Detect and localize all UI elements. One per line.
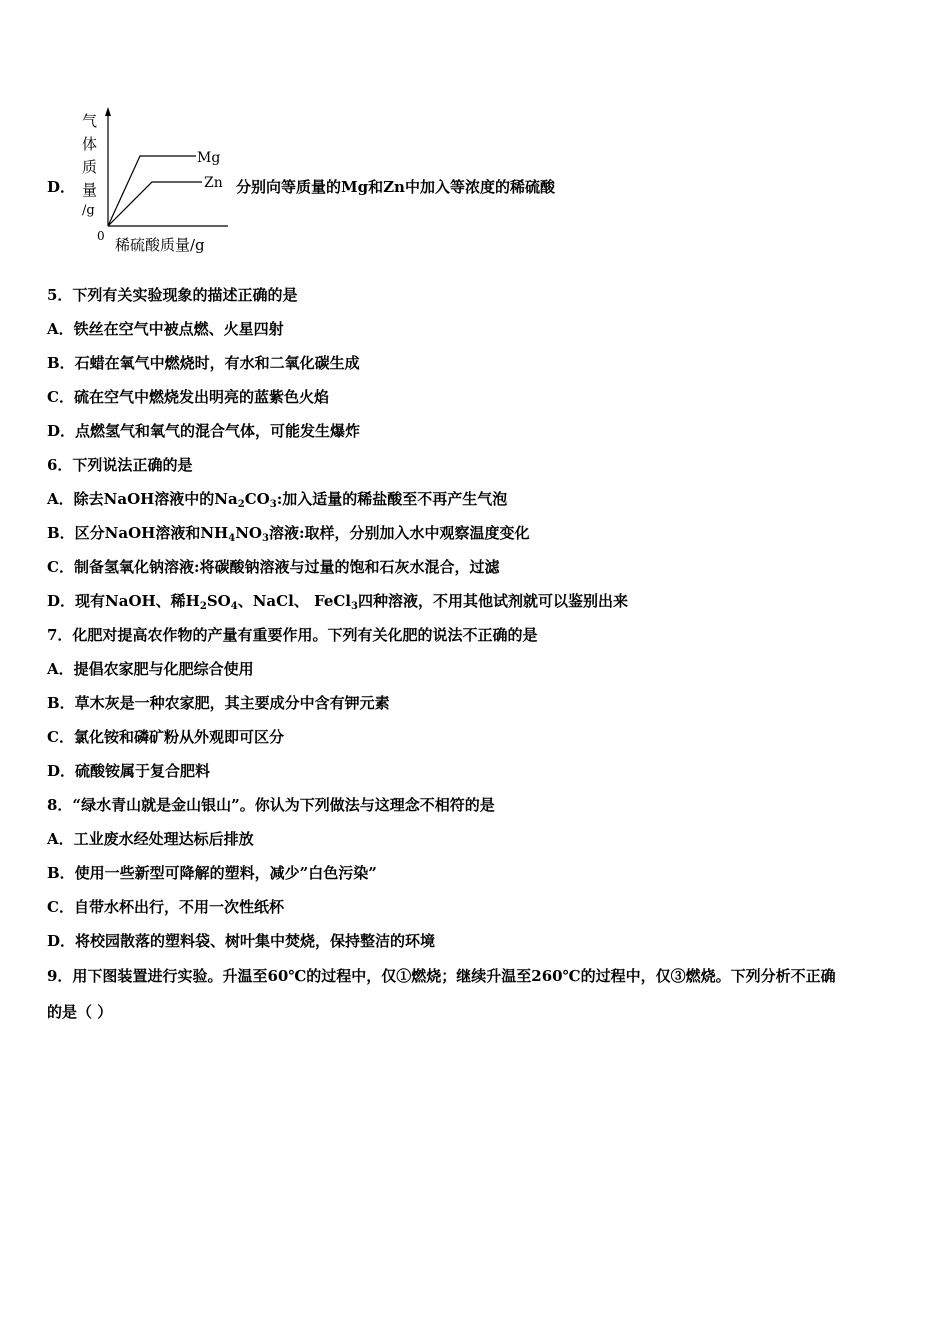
q6-option-b: B．区分NaOH溶液和$NH_4NO_3$溶液:取样，分别加入水中观察温度变化 [47, 524, 530, 544]
zn-curve [108, 182, 202, 226]
q5-option-d: D．点燃氢气和氧气的混合气体，可能发生爆炸 [47, 422, 361, 440]
q6-stem: 6．下列说法正确的是 [47, 456, 193, 474]
zn-label: Zn [204, 175, 223, 191]
origin-label: 0 [97, 229, 105, 243]
y-label-char: 气 [82, 112, 98, 130]
q6-option-d: D．现有NaOH、稀$H_2SO_4$、NaCl、 FeCl$_3$四种溶液，不用其他试剂就可以鉴别出来 [47, 592, 628, 612]
q5-option-a: A．铁丝在空气中被点燃、火星四射 [47, 320, 284, 338]
y-label-char: 质 [82, 158, 98, 176]
q6-option-a: A．除去NaOH溶液中的$Na_2CO_3$:加入适量的稀盐酸至不再产生气泡 [47, 490, 508, 510]
y-label-char: /g [82, 203, 95, 218]
q7-option-c: C．氯化铵和磷矿粉从外观即可区分 [47, 728, 284, 746]
mg-label: Mg [197, 150, 221, 166]
q5-option-b: B．石蜡在氧气中燃烧时，有水和二氧化碳生成 [47, 354, 360, 372]
option-d-description: 分别向等质量的Mg和Zn中加入等浓度的稀硫酸 [236, 178, 555, 196]
q7-option-b: B．草木灰是一种农家肥，其主要成分中含有钾元素 [47, 694, 390, 712]
y-label-char: 量 [82, 181, 98, 199]
q8-option-d: D．将校园散落的塑料袋、树叶集中焚烧，保持整洁的环境 [47, 932, 436, 950]
gas-mass-graph [78, 104, 238, 260]
q8-option-b: B．使用一些新型可降解的塑料，减少”白色污染” [47, 864, 377, 882]
q8-option-c: C．自带水杯出行，不用一次性纸杯 [47, 898, 284, 916]
q7-stem: 7．化肥对提高农作物的产量有重要作用。下列有关化肥的说法不正确的是 [47, 626, 538, 644]
y-label-char: 体 [82, 135, 98, 153]
q5-stem: 5．下列有关实验现象的描述正确的是 [47, 286, 298, 304]
mg-curve [108, 156, 196, 226]
option-d-label: D． [47, 178, 76, 196]
q9-stem-line2: 的是（ ） [47, 1003, 113, 1021]
q7-option-d: D．硫酸铵属于复合肥料 [47, 762, 211, 780]
q7-option-a: A．提倡农家肥与化肥综合使用 [47, 660, 254, 678]
x-axis-label: 稀硫酸质量/g [115, 236, 205, 254]
q6-option-c: C．制备氢氧化钠溶液:将碳酸钠溶液与过量的饱和石灰水混合，过滤 [47, 558, 500, 576]
q8-stem: 8．“绿水青山就是金山银山”。你认为下列做法与这理念不相符的是 [47, 796, 495, 814]
q8-option-a: A．工业废水经处理达标后排放 [47, 830, 254, 848]
q5-option-c: C．硫在空气中燃烧发出明亮的蓝紫色火焰 [47, 388, 329, 406]
y-axis-arrow [105, 107, 111, 116]
q9-stem-line1: 9．用下图装置进行实验。升温至60℃的过程中，仅①燃烧；继续升温至260℃的过程中，仅③燃烧。下列分析不正确 [47, 967, 836, 985]
